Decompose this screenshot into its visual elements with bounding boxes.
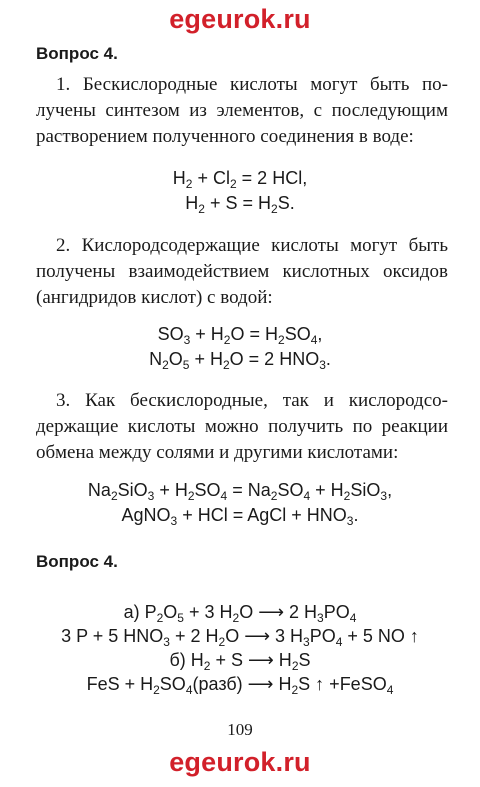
equation-7: а) $P_2O_5 + 3$ $H_2O$ ⟶ 2 $H_3PO_4$ xyxy=(123,602,357,625)
equation-10: FeS + $H_2SO_4(разб)$ ⟶ $H_2S$ ↑ +FeSO$_4$ xyxy=(86,674,394,697)
paragraph-3 xyxy=(36,388,448,466)
equation-8: 3 P + 5 $HNO_3 + 2$ $H_2O$ ⟶ 3 $H_3PO_4 + 5$ NO ↑ xyxy=(61,626,419,649)
question-heading-1: Вопрос 4. xyxy=(36,44,118,63)
page-number: 109 xyxy=(227,720,253,739)
paragraph-1-text: 1. Бескислородные кислоты могут быть получены синтезом из элементов, с последующим растворением полученного соединения в воде: xyxy=(36,74,448,147)
equation-5: $Na_2SiO_3 + H_2SO_4 = Na_2SO_4 + H_2SiO_3$, xyxy=(87,480,393,503)
watermark-bottom: egeurok.ru xyxy=(169,747,311,777)
paragraph-1 xyxy=(36,72,448,150)
equation-6: AgNO$_3$ + HCl = AgCl + $HNO_3$. xyxy=(121,505,359,528)
equation-4: $N_2O_5 + H_2O = 2$ $HNO_3$. xyxy=(149,349,331,372)
equation-2: $H_2 + S = H_2S$. xyxy=(185,193,295,216)
paragraph-2-text: 2. Кислородсодержащие кислоты могут быть получены взаимодействием кислотных оксидов (ангидридов кислот) с водой: xyxy=(36,235,448,308)
equation-3: $SO_3 + H_2O = H_2SO_4$, xyxy=(157,324,323,347)
paragraph-3-text: 3. Как бескислородные, так и кислородсодержащие кислоты можно получить по реакции обмена между солями и другими кислотами: xyxy=(36,390,448,463)
paragraph-2 xyxy=(36,233,448,311)
watermark-top: egeurok.ru xyxy=(169,4,311,34)
equation-9: б) $H_2 + S$ ⟶ $H_2S$ xyxy=(169,650,311,673)
equation-1: $H_2 + Cl_2 = 2$ HCl, xyxy=(172,168,308,191)
question-heading-2: Вопрос 4. xyxy=(36,552,118,571)
